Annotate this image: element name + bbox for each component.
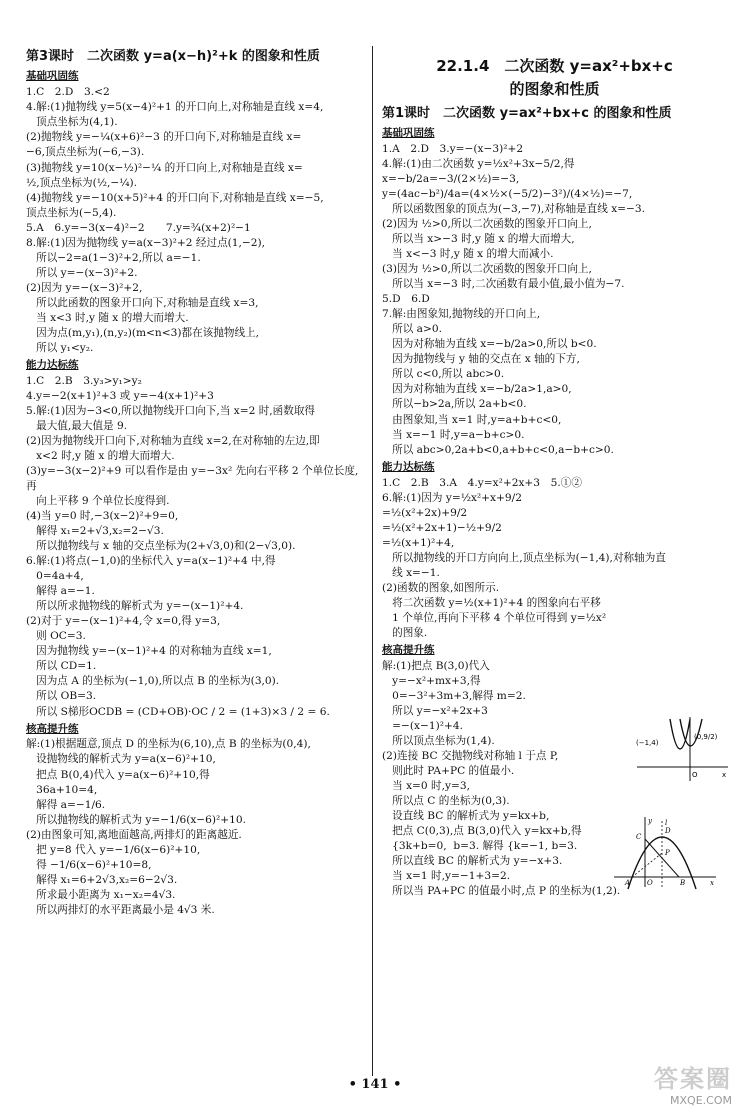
fig2-label-o: O	[647, 879, 653, 887]
left-answer-line: (2)对于 y=−(x−1)²+4,令 x=0,得 y=3,	[26, 615, 221, 628]
left-answer-line: 把 y=8 代入 y=−1/6(x−6)²+10,	[26, 843, 201, 856]
right-answer-line: 所以点 C 的坐标为(0,3).	[382, 795, 510, 808]
left-answer-line: 6.解:(1)将点(−1,0)的坐标代入 y=a(x−1)²+4 中,得	[26, 555, 276, 568]
right-answer-line: =−(x−1)²+4.	[382, 719, 463, 732]
fig2-label-b: B	[680, 879, 686, 887]
fig2-label-l: l	[665, 819, 668, 827]
right-answer-line: 则此时 PA+PC 的值最小.	[382, 764, 515, 777]
left-answer-line: (3)y=−3(x−2)²+9 可以看作是由 y=−3x² 先向右平移 2 个单位长度,再	[26, 465, 359, 493]
fig2-label-c: C	[636, 833, 642, 841]
left-answer-line: 36a+10=4,	[26, 783, 98, 796]
fig2-label-x: x	[710, 879, 714, 887]
right-section-heading: 能力达标练	[382, 460, 435, 473]
right-answer-line: 5.D 6.D	[382, 293, 430, 306]
left-answer-line: 4.解:(1)抛物线 y=5(x−4)²+1 的开口向上,对称轴是直线 x=4,	[26, 101, 324, 114]
left-answer-line: (2)由图象可知,离地面越高,两排灯的距离越近.	[26, 828, 242, 841]
right-answer-line: 所以当 PA+PC 的值最小时,点 P 的坐标为(1,2).	[382, 885, 621, 898]
left-answer-line: 因为抛物线 y=−(x−1)²+4 的对称轴为直线 x=1,	[26, 645, 272, 658]
parabola-figure-1	[632, 715, 732, 783]
right-lesson-title: 第1课时 二次函数 y=ax²+bx+c 的图象和性质	[382, 105, 672, 121]
left-answer-line: 所以此函数的图象开口向下,对称轴是直线 x=3,	[26, 296, 259, 309]
left-answer-line: 所以−2=a(1−3)²+2,所以 a=−1.	[26, 251, 201, 264]
left-answer-line: (2)抛物线 y=−¼(x+6)²−3 的开口向下,对称轴是直线 x=	[26, 131, 302, 144]
right-section-heading: 基础巩固练	[382, 127, 435, 140]
right-answer-line: 因为对称轴为直线 x=−b/2a>1,a>0,	[382, 383, 572, 396]
left-answer-line: (4)当 y=0 时,−3(x−2)²+9=0,	[26, 510, 179, 523]
right-answer-line: =½(x²+2x)+9/2	[382, 506, 468, 519]
right-answer-line: 当 x=0 时,y=3,	[382, 780, 470, 793]
right-answer-line: 所以当 x=−3 时,二次函数有最小值,最小值为−7.	[382, 278, 625, 291]
left-answer-line: 所以 y₁<y₂.	[26, 341, 94, 354]
right-answer-line: 4.解:(1)由二次函数 y=½x²+3x−5/2,得	[382, 157, 575, 170]
right-answer-line: 因为抛物线与 y 轴的交点在 x 轴的下方,	[382, 353, 580, 366]
right-answer-line: (2)因为 ½>0,所以二次函数的图象开口向上,	[382, 218, 592, 231]
fig1-point-label: (−1,4)	[636, 739, 659, 747]
right-answer-line: 将二次函数 y=½(x+1)²+4 的图象向右平移	[382, 596, 601, 609]
left-answer-line: 所求最小距离为 x₁−x₂=4√3.	[26, 888, 176, 901]
left-answer-line: 解得 x₁=2+√3,x₂=2−√3.	[26, 525, 164, 538]
right-answer-line: 把点 C(0,3),点 B(3,0)代入 y=kx+b,得	[382, 825, 582, 838]
right-answer-line: 所以函数图象的顶点为(−3,−7),对称轴是直线 x=−3.	[382, 203, 646, 216]
right-answer-line: 所以−b>2a,所以 2a+b<0.	[382, 398, 527, 411]
left-answer-line: 设抛物线的解析式为 y=a(x−6)²+10,	[26, 753, 216, 766]
right-section-heading: 核高提升练	[382, 643, 435, 656]
right-answer-line: y=−x²+mx+3,得	[382, 674, 481, 687]
right-answer-line: 所以抛物线的开口方向向上,顶点坐标为(−1,4),对称轴为直	[382, 551, 666, 564]
right-answer-line: 所以 y=−x²+2x+3	[382, 704, 488, 717]
left-answer-line: 因为点 A 的坐标为(−1,0),所以点 B 的坐标为(3,0).	[26, 675, 280, 688]
left-answer-line: 5.A 6.y=−3(x−4)²−2 7.y=¾(x+2)²−1	[26, 221, 251, 234]
left-answer-line: 1.C 2.B 3.y₃>y₁>y₂	[26, 374, 142, 387]
left-answer-line: 则 OC=3.	[26, 630, 86, 643]
left-answer-line: 解:(1)根据题意,顶点 D 的坐标为(6,10),点 B 的坐标为(0,4),	[26, 738, 311, 751]
left-answer-line: 8.解:(1)因为抛物线 y=a(x−3)²+2 经过点(1,−2),	[26, 236, 266, 249]
right-answer-line: (2)连接 BC 交抛物线对称轴 l 于点 P,	[382, 749, 559, 762]
watermark-big: 答案圈	[654, 1065, 732, 1094]
left-answer-line: 解得 x₁=6+2√3,x₂=6−2√3.	[26, 873, 178, 886]
watermark	[654, 1065, 732, 1107]
right-sections	[382, 126, 727, 899]
right-answer-line: 所以 a>0.	[382, 323, 442, 336]
left-answer-line: 把点 B(0,4)代入 y=a(x−6)²+10,得	[26, 768, 210, 781]
left-answer-line: x<2 时,y 随 x 的增大而增大.	[26, 449, 175, 462]
left-answer-line: 5.解:(1)因为−3<0,所以抛物线开口向下,当 x=2 时,函数取得	[26, 404, 316, 417]
right-answer-line: =½(x+1)²+4,	[382, 536, 455, 549]
fig2-label-y: y	[648, 817, 652, 825]
right-answer-line: 由图象知,当 x=1 时,y=a+b+c<0,	[382, 413, 562, 426]
left-answer-line: (3)抛物线 y=10(x−½)²−¼ 的开口向上,对称轴是直线 x=	[26, 161, 303, 174]
right-answer-line: {3k+b=0, b=3. 解得 {k=−1, b=3.	[382, 840, 578, 853]
left-answer-line: 向上平移 9 个单位长度得到.	[26, 495, 170, 508]
right-answer-line: 线 x=−1.	[382, 566, 440, 579]
left-section-heading: 核高提升练	[26, 722, 79, 735]
left-answer-line: 解得 a=−1/6.	[26, 798, 106, 811]
left-answer-line: 0=4a+4,	[26, 570, 84, 583]
fig1-point2-label: (0,9/2)	[694, 733, 718, 741]
right-answer-line: 因为对称轴为直线 x=−b/2a>0,所以 b<0.	[382, 338, 597, 351]
left-answer-line: 所以 y=−(x−3)²+2.	[26, 266, 138, 279]
left-answer-line: 所以两排灯的水平距离最小是 4√3 米.	[26, 903, 215, 916]
right-answer-line: 所以直线 BC 的解析式为 y=−x+3.	[382, 855, 563, 868]
left-answer-line: 所以所求抛物线的解析式为 y=−(x−1)²+4.	[26, 600, 244, 613]
left-answer-line: 顶点坐标为(4,1).	[26, 116, 118, 129]
left-sections	[26, 69, 366, 917]
left-answer-line: −6,顶点坐标为(−6,−3).	[26, 146, 145, 159]
right-answer-line: 0=−3²+3m+3,解得 m=2.	[382, 689, 526, 702]
left-answer-line: 所以 CD=1.	[26, 660, 97, 673]
right-answer-line: 的图象.	[382, 626, 428, 639]
left-answer-line: (2)因为 y=−(x−3)²+2,	[26, 281, 143, 294]
chapter-title-main: 22.1.4 二次函数 y=ax²+bx+c	[436, 57, 673, 75]
left-answer-line: 1.C 2.D 3.<2	[26, 86, 110, 99]
right-answer-line: 所以 abc>0,2a+b<0,a+b+c<0,a−b+c>0.	[382, 443, 614, 456]
watermark-small: MXQE.COM	[670, 1093, 732, 1107]
left-answer-line: 所以抛物线与 x 轴的交点坐标为(2+√3,0)和(2−√3,0).	[26, 540, 296, 553]
left-answer-line: 4.y=−2(x+1)²+3 或 y=−4(x+1)²+3	[26, 389, 214, 402]
left-lesson-title: 第3课时 二次函数 y=a(x−h)²+k 的图象和性质	[26, 49, 320, 64]
right-answer-line: =½(x²+2x+1)−½+9/2	[382, 521, 502, 534]
fig2-label-a: A	[625, 879, 631, 887]
left-answer-line: 最大值,最大值是 9.	[26, 419, 128, 432]
chapter-title-sub: 的图象和性质	[509, 80, 600, 99]
right-answer-line: 当 x<−3 时,y 随 x 的增大而减小.	[382, 248, 554, 261]
right-answer-line: (2)函数的图象,如图所示.	[382, 581, 500, 594]
left-answer-line: (2)因为抛物线开口向下,对称轴为直线 x=2,在对称轴的左边,即	[26, 434, 320, 447]
right-answer-line: 当 x=−1 时,y=a−b+c>0.	[382, 428, 525, 441]
left-answer-line: 所以 S梯形OCDB = (CD+OB)·OC / 2 = (1+3)×3 / 2 = 6.	[26, 705, 330, 718]
left-answer-line: 所以 OB=3.	[26, 690, 97, 703]
right-answer-line: (3)因为 ½>0,所以二次函数的图象开口向上,	[382, 263, 592, 276]
right-answer-line: 1 个单位,再向下平移 4 个单位可得到 y=½x²	[382, 611, 607, 624]
right-answer-line: 7.解:由图象知,抛物线的开口向上,	[382, 308, 541, 321]
right-answer-line: 当 x=1 时,y=−1+3=2.	[382, 870, 511, 883]
right-answer-line: 设直线 BC 的解析式为 y=kx+b,	[382, 810, 550, 823]
left-answer-line: 当 x<3 时,y 随 x 的增大而增大.	[26, 311, 189, 324]
right-answer-line: 6.解:(1)因为 y=½x²+x+9/2	[382, 491, 522, 504]
left-section-heading: 基础巩固练	[26, 70, 79, 83]
left-answer-line: 解得 a=−1.	[26, 585, 95, 598]
fig2-label-d: D	[665, 827, 671, 835]
left-answer-line: 所以抛物线的解析式为 y=−1/6(x−6)²+10.	[26, 813, 247, 826]
page-number: • 141 •	[348, 1077, 402, 1092]
right-answer-line: 所以顶点坐标为(1,4).	[382, 734, 495, 747]
fig1-curve-a	[670, 719, 690, 749]
fig2-line-bc	[645, 839, 679, 877]
left-answer-line: ½,顶点坐标为(½,−¼).	[26, 176, 138, 189]
fig1-x-label: x	[722, 771, 727, 779]
parabola-figure-2	[610, 815, 720, 890]
right-answer-line: 1.C 2.B 3.A 4.y=x²+2x+3 5.①②	[382, 476, 582, 489]
column-divider	[372, 46, 373, 1076]
left-answer-line: (4)抛物线 y=−10(x+5)²+4 的开口向下,对称轴是直线 x=−5,	[26, 191, 324, 204]
left-answer-line: 得 −1/6(x−6)²+10=8,	[26, 858, 152, 871]
right-answer-line: 所以当 x>−3 时,y 随 x 的增大而增大,	[382, 233, 575, 246]
left-answer-line: 因为点(m,y₁),(n,y₂)(m<n<3)都在该抛物线上,	[26, 326, 260, 339]
left-answer-line: 顶点坐标为(−5,4).	[26, 206, 117, 219]
right-answer-line: 1.A 2.D 3.y=−(x−3)²+2	[382, 142, 524, 155]
right-answer-line: 解:(1)把点 B(3,0)代入	[382, 659, 490, 672]
chapter-title	[382, 56, 727, 101]
right-answer-line: 所以 c<0,所以 abc>0.	[382, 368, 505, 381]
right-answer-line: x=−b/2a=−3/(2×½)=−3,	[382, 173, 520, 186]
left-column	[26, 48, 366, 918]
fig1-origin-label: O	[692, 771, 698, 779]
fig2-label-p: P	[665, 849, 670, 857]
left-section-heading: 能力达标练	[26, 358, 79, 371]
right-answer-line: y=(4ac−b²)/4a=(4×½×(−5/2)−3²)/(4×½)=−7,	[382, 188, 633, 201]
